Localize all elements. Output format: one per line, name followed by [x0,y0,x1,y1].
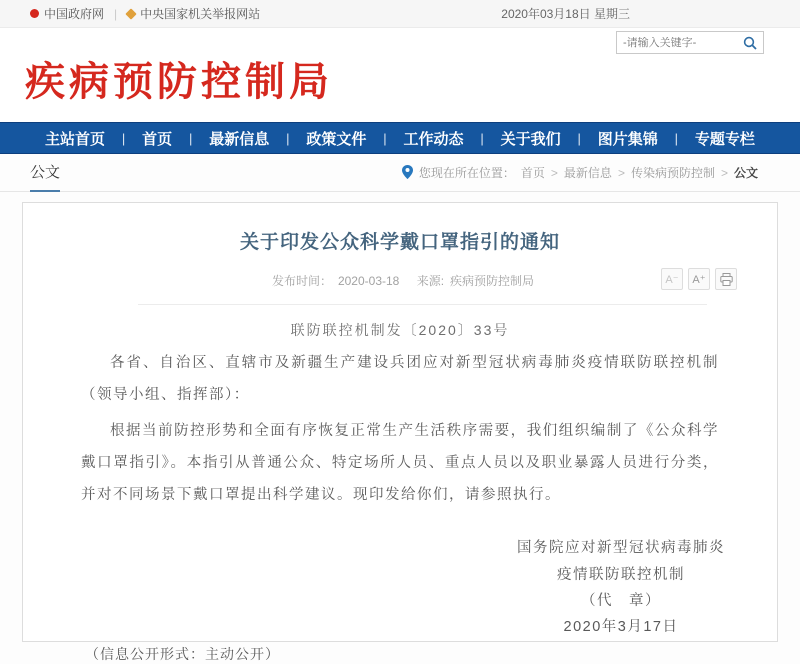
top-utility-bar [0,0,800,28]
disclosure-note: （信息公开形式：主动公开） [85,645,280,662]
nav-item-policy-documents[interactable]: 政策文件 [306,130,367,148]
breadcrumb-home[interactable]: 首页 [520,166,545,180]
nav-separator: | [577,130,581,146]
signature-seal-note: （代 章） [581,592,661,609]
breadcrumb-separator: > [617,165,625,180]
document-number: 联防联控机制发〔2020〕33号 [290,322,510,338]
site-title[interactable]: 疾病预防控制局 [25,60,333,104]
topbar-link-gov[interactable] [30,5,104,22]
nav-item-work-updates[interactable]: 工作动态 [403,130,464,148]
signature-block [63,535,737,639]
topbar-link-report[interactable] [127,5,260,22]
print-icon [720,273,733,286]
current-date: 2020年03月18日 星期三 [501,7,630,21]
search-button[interactable] [737,32,763,53]
topbar-link-gov-label: 中国政府网 [44,7,105,21]
breadcrumb-latest-news[interactable]: 最新信息 [563,166,612,180]
print-button[interactable] [715,268,737,290]
signature-line: 疫情联防联控机制 [557,566,685,583]
main-nav [0,122,800,154]
topbar-link-report-label: 中央国家机关举报网站 [140,7,261,21]
breadcrumb [402,164,770,181]
location-pin-icon [402,165,413,179]
tab-official-documents[interactable]: 公文 [30,154,60,192]
nav-item-about-us[interactable]: 关于我们 [500,130,561,148]
nav-separator: | [674,130,679,146]
topbar-separator: | [114,6,118,21]
article-container [22,202,778,662]
nav-separator: | [286,130,290,146]
source-label: 来源: [416,274,445,288]
breadcrumb-row [0,154,800,192]
article-paragraph: 根据当前防控形势和全面有序恢复正常生产生活秩序需要，我们组织编制了《公众科学戴口罩指引》。本指引从普通公众、特定场所人员、重点人员以及职业暴露人员进行分类，并对不同场景下戴口罩提出科学建议。现印发给你们，请参照执行。 [81,422,719,503]
breadcrumb-separator: > [550,165,558,180]
nav-separator: | [121,130,126,146]
search-box [616,31,764,54]
font-increase-button[interactable]: A⁺ [688,268,710,290]
site-header [0,28,800,122]
nav-separator: | [383,130,387,146]
publish-time-label: 发布时间： [271,274,332,288]
nav-item-special-topics[interactable]: 专题专栏 [694,130,755,148]
gov-site-icon [30,9,39,18]
nav-separator: | [480,130,484,146]
breadcrumb-infectious-disease-control[interactable]: 传染病预防控制 [630,166,715,180]
source-value: 疾病预防控制局 [450,274,535,288]
report-site-icon [125,8,136,19]
article-toolbar [661,268,737,290]
font-decrease-button[interactable]: A⁻ [661,268,683,290]
nav-item-picture-gallery[interactable]: 图片集锦 [597,130,658,148]
article-meta [63,272,737,294]
breadcrumb-current: 公文 [733,166,758,180]
nav-item-home[interactable]: 首页 [142,130,173,148]
meta-divider [138,304,707,305]
publish-date: 2020-03-18 [337,274,400,288]
article-title: 关于印发公众科学戴口罩指引的通知 [239,232,560,253]
signature-line: 国务院应对新型冠状病毒肺炎 [517,540,725,557]
nav-separator: | [189,130,193,146]
search-input[interactable] [617,37,737,49]
nav-item-latest-news[interactable]: 最新信息 [209,130,270,148]
article-paragraph: 各省、自治区、直辖市及新疆生产建设兵团应对新型冠状病毒肺炎疫情联防联控机制（领导小组、指挥部）： [81,355,719,403]
breadcrumb-label: 您现在所在位置： [418,166,515,180]
signature-date: 2020年3月17日 [563,618,679,635]
search-icon [743,36,757,50]
breadcrumb-separator: > [720,165,728,180]
nav-item-main-home[interactable]: 主站首页 [45,130,106,148]
